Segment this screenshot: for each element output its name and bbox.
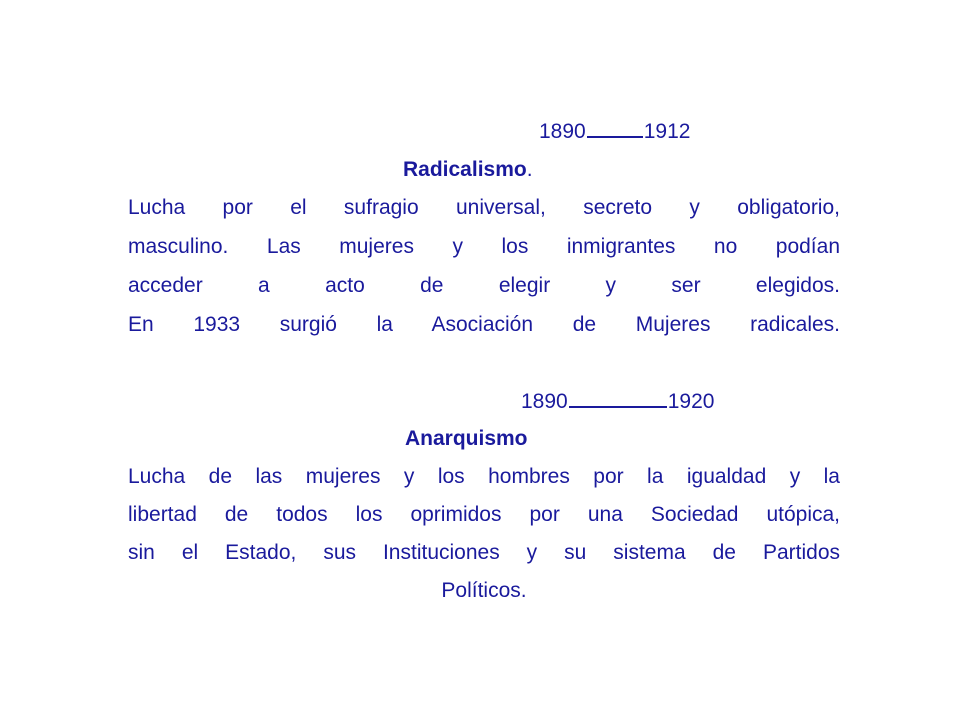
section-title-anarquismo: Anarquismo <box>405 427 528 450</box>
paragraph-line-last: Políticos. <box>441 579 527 602</box>
date-start: 1890 <box>539 120 586 143</box>
date-range-radicalismo <box>539 112 690 152</box>
date-end: 1912 <box>643 120 691 143</box>
date-range-underline <box>587 118 643 138</box>
title-text: Radicalismo <box>403 158 527 181</box>
date-range-underline <box>569 388 667 408</box>
date-start: 1890 <box>521 390 568 413</box>
paragraph-line: Lucha de las mujeres y los hombres por la igualdad y la <box>128 465 840 488</box>
paragraph-line: acceder a acto de elegir y ser elegidos. <box>128 274 840 297</box>
section-title-radicalismo <box>403 150 533 190</box>
paragraph-line: libertad de todos los oprimidos por una Sociedad utópica, <box>128 503 840 526</box>
paragraph-line: sin el Estado, sus Instituciones y su sistema de Partidos <box>128 541 840 564</box>
paragraph-line: masculino. Las mujeres y los inmigrantes no podían <box>128 235 840 258</box>
paragraph-line: En 1933 surgió la Asociación de Mujeres radicales. <box>128 313 840 336</box>
date-end: 1920 <box>667 390 715 413</box>
date-range-anarquismo <box>521 382 714 422</box>
title-suffix: . <box>526 158 533 181</box>
paragraph-line: Lucha por el sufragio universal, secreto y obligatorio, <box>128 196 840 219</box>
